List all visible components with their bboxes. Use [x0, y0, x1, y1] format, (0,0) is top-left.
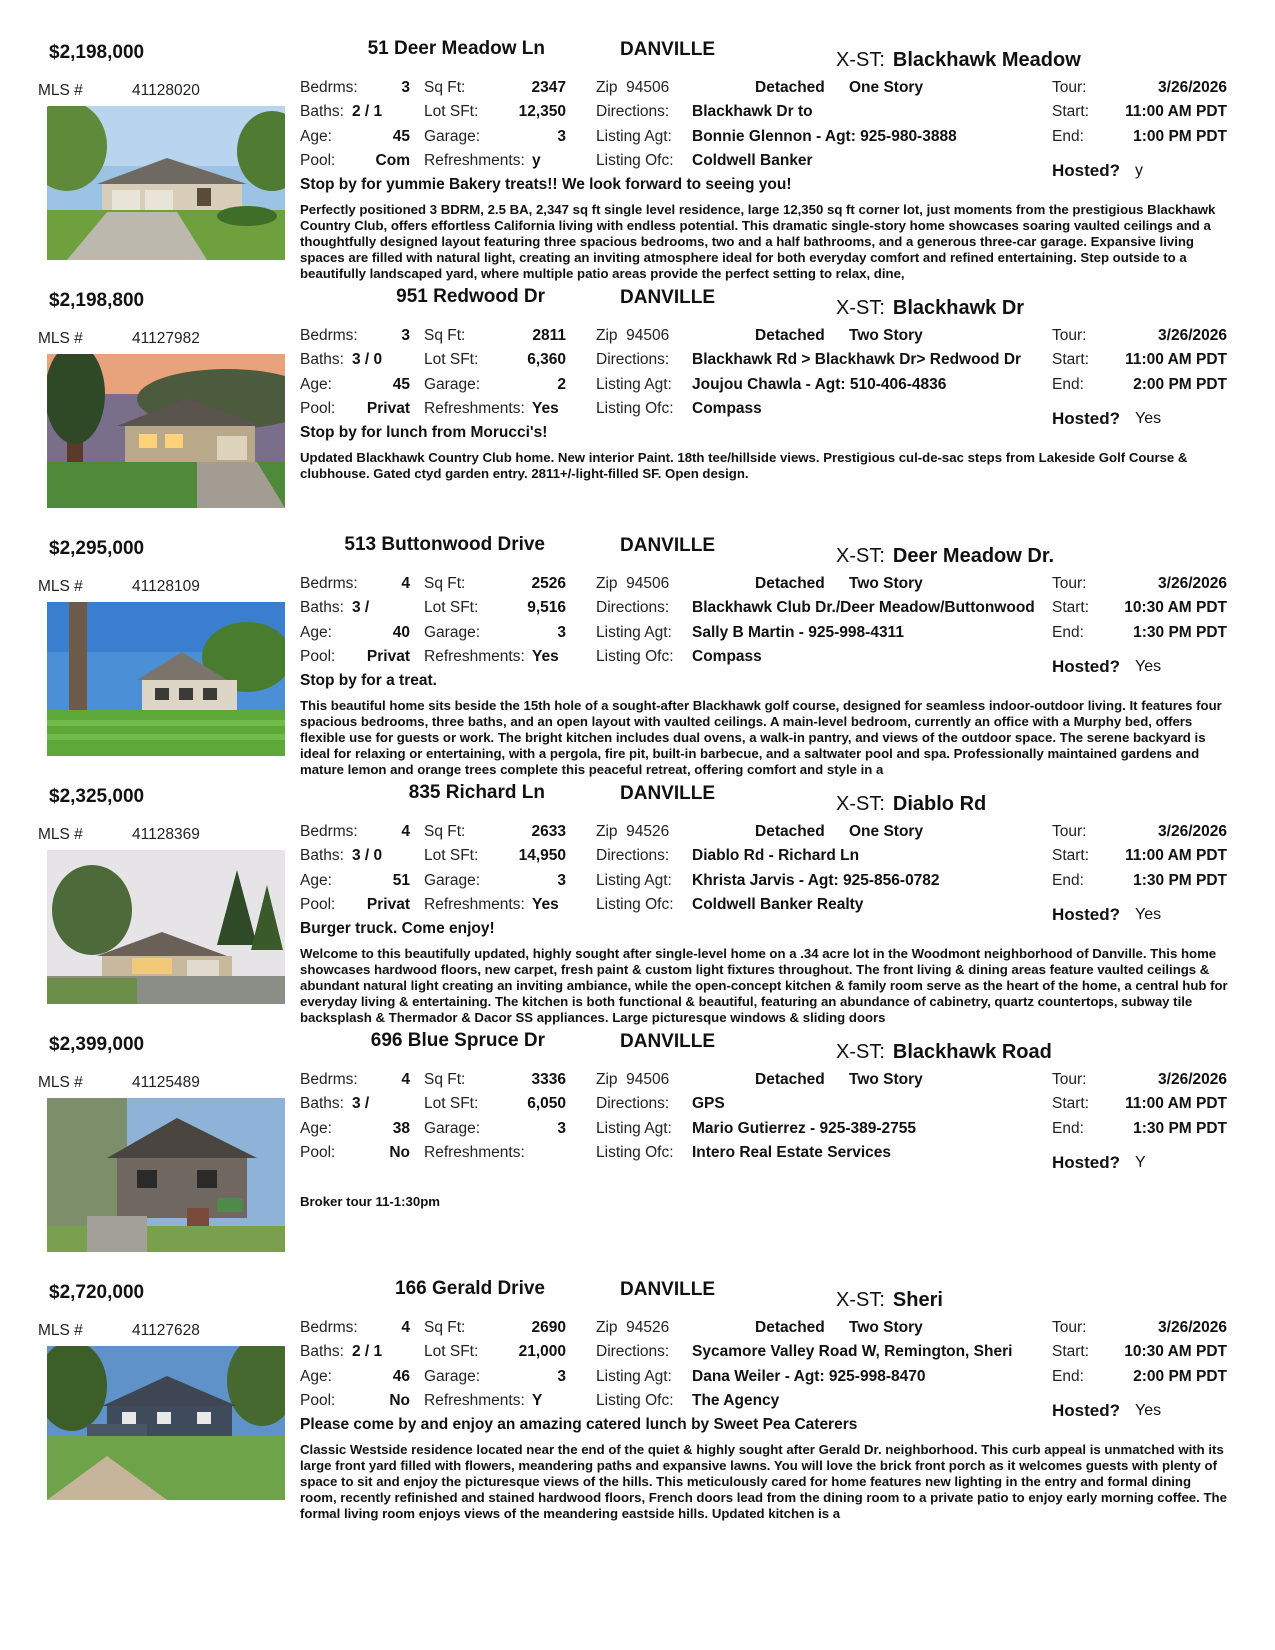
sqft-value: 2347 [531, 79, 566, 96]
age-value: 45 [392, 128, 410, 145]
lot-label: Lot SFt: [424, 351, 479, 368]
listing-description: Updated Blackhawk Country Club home. New interior Paint. 18th tee/hillside views. Prestigious cul-de-sac steps from Lakeside Golf Course & clubhouse. Gated ctyd garden entry. 2811+/-light-filled SF. Open design. [300, 450, 1188, 481]
office-value: Compass [692, 648, 762, 665]
property-stories: Two Story [849, 327, 923, 344]
directions-label: Directions: [596, 599, 670, 616]
listing-513-buttonwood-drive [0, 528, 1275, 790]
sqft-value: 3336 [531, 1071, 566, 1088]
office-label: Listing Ofc: [596, 1392, 674, 1409]
directions-label: Directions: [596, 1095, 670, 1112]
baths-value: 3 / [352, 1095, 370, 1112]
cross-street [836, 49, 1081, 72]
directions-value: GPS [692, 1095, 725, 1112]
garage-label: Garage: [424, 1120, 481, 1137]
bedrooms-label: Bedrms: [300, 327, 358, 344]
listing-city: DANVILLE [620, 287, 715, 308]
pool-value: Com [375, 152, 410, 169]
listing-note: Stop by for lunch from Morucci's! [300, 424, 548, 441]
mls-number[interactable]: 41127628 [132, 1322, 200, 1339]
refreshments-label: Refreshments: [424, 1144, 525, 1161]
garage-label: Garage: [424, 624, 481, 641]
hosted-value: Yes [1135, 658, 1162, 675]
start-time: 11:00 AM PDT [1125, 1095, 1227, 1112]
directions-label: Directions: [596, 351, 670, 368]
end-label: End: [1052, 1120, 1084, 1137]
bedrooms-label: Bedrms: [300, 1319, 358, 1336]
hosted-value: Yes [1135, 906, 1162, 923]
listing-address[interactable]: 951 Redwood Dr [396, 286, 545, 307]
refreshments-value: y [532, 152, 541, 169]
property-type: Detached [755, 823, 825, 840]
hosted-value: y [1135, 162, 1143, 179]
property-type: Detached [755, 1319, 825, 1336]
age-label: Age: [300, 128, 332, 145]
office-value: Intero Real Estate Services [692, 1144, 892, 1161]
hosted-label: Hosted? [1052, 409, 1120, 428]
tour-label: Tour: [1052, 575, 1087, 592]
cross-street-value: Sheri [892, 1289, 943, 1311]
zip-label [596, 327, 669, 345]
lot-label: Lot SFt: [424, 599, 479, 616]
office-value: Compass [692, 400, 762, 417]
mls-label: MLS # [38, 578, 83, 595]
tour-label: Tour: [1052, 1071, 1087, 1088]
refreshments-label: Refreshments: [424, 648, 525, 665]
directions-value: Blackhawk Rd > Blackhawk Dr> Redwood Dr [692, 351, 1022, 368]
garage-label: Garage: [424, 1368, 481, 1385]
bedrooms-label: Bedrms: [300, 1071, 358, 1088]
sqft-value: 2633 [531, 823, 566, 840]
cross-street-value: Diablo Rd [892, 793, 987, 815]
end-label: End: [1052, 128, 1084, 145]
bedrooms-label: Bedrms: [300, 79, 358, 96]
listing-photo[interactable] [47, 106, 285, 260]
sqft-label: Sq Ft: [424, 327, 466, 344]
listing-address[interactable]: 696 Blue Spruce Dr [370, 1030, 545, 1051]
baths-value: 2 / 1 [352, 1343, 383, 1360]
cross-street-label: X-ST: [836, 545, 885, 567]
age-label: Age: [300, 1120, 332, 1137]
listing-note: Stop by for a treat. [300, 672, 437, 689]
pool-label: Pool: [300, 648, 336, 665]
baths-label: Baths: [300, 1343, 344, 1360]
cross-street-label: X-ST: [836, 297, 885, 319]
garage-label: Garage: [424, 128, 481, 145]
house-photo-single-story [47, 106, 285, 260]
mls-number[interactable]: 41128020 [132, 82, 200, 99]
start-time: 11:00 AM PDT [1125, 103, 1227, 120]
listing-city: DANVILLE [620, 535, 715, 556]
listing-price: $2,198,800 [49, 290, 145, 311]
refreshments-label: Refreshments: [424, 152, 525, 169]
property-stories: Two Story [849, 1319, 923, 1336]
tour-label: Tour: [1052, 1319, 1087, 1336]
tour-date: 3/26/2026 [1158, 1071, 1227, 1088]
baths-value: 3 / 0 [352, 351, 383, 368]
baths-value: 2 / 1 [352, 103, 383, 120]
agent-value: Khrista Jarvis - Agt: 925-856-0782 [692, 872, 940, 889]
zip-label-text: Zip [596, 79, 618, 96]
sqft-label: Sq Ft: [424, 79, 466, 96]
mls-label: MLS # [38, 826, 83, 843]
listing-city: DANVILLE [620, 39, 715, 60]
lot-value: 21,000 [518, 1343, 566, 1360]
house-photo-ranch [47, 850, 285, 1004]
garage-value: 3 [557, 1368, 566, 1385]
garage-value: 3 [557, 872, 566, 889]
lot-value: 14,950 [518, 847, 566, 864]
bedrooms-label: Bedrms: [300, 575, 358, 592]
refreshments-value: Yes [532, 400, 559, 417]
sqft-value: 2811 [532, 327, 566, 344]
listing-address[interactable]: 513 Buttonwood Drive [344, 534, 545, 555]
garage-value: 2 [557, 376, 566, 393]
baths-value: 3 / 0 [352, 847, 383, 864]
directions-label: Directions: [596, 1343, 670, 1360]
tour-date: 3/26/2026 [1158, 1319, 1227, 1336]
mls-number[interactable]: 41127982 [132, 330, 200, 347]
office-label: Listing Ofc: [596, 400, 674, 417]
property-stories: Two Story [849, 1071, 923, 1088]
listing-price: $2,325,000 [49, 786, 145, 807]
hosted-label: Hosted? [1052, 905, 1120, 924]
office-value: Coldwell Banker [692, 152, 813, 169]
cross-street [836, 1289, 943, 1312]
agent-value: Dana Weiler - Agt: 925-998-8470 [692, 1368, 926, 1385]
listing-696-blue-spruce-dr [0, 1024, 1275, 1286]
office-value: Coldwell Banker Realty [692, 896, 864, 913]
agent-label: Listing Agt: [596, 1120, 672, 1137]
mls-number[interactable]: 41125489 [132, 1074, 200, 1091]
end-label: End: [1052, 624, 1084, 641]
house-photo-dusk [47, 354, 285, 508]
office-value: The Agency [692, 1392, 780, 1409]
listing-price: $2,399,000 [49, 1034, 145, 1055]
zip-label-text: Zip [596, 823, 618, 840]
sqft-value: 2690 [531, 1319, 566, 1336]
lot-value: 9,516 [527, 599, 566, 616]
listing-description: Classic Westside residence located near the end of the quiet & highly sought after Gerald Dr. neighborhood. This curb appeal is unmatched with its large front yard filled with flowers, meandering paths and expansive lawns. You will love the brick front porch as it welcomes guests with plenty of space to sit and enjoy the picturesque views of the hills. This meticulously cared for home features new lighting in the entry and formal dining room, recently refinished and stained hardwood floors, French doors lead from the dining room to a private patio to enjoy early morning coffee. The formal living room enjoys views of the meandering eastside hills. Updated kitchen is a [300, 1442, 1227, 1521]
listing-166-gerald-drive [0, 1272, 1275, 1534]
directions-label: Directions: [596, 103, 670, 120]
directions-value: Blackhawk Dr to [692, 103, 813, 120]
start-time: 10:30 AM PDT [1124, 599, 1227, 616]
directions-value: Diablo Rd - Richard Ln [692, 847, 860, 864]
end-time: 2:00 PM PDT [1133, 1368, 1227, 1385]
listing-note: Burger truck. Come enjoy! [300, 920, 495, 937]
tour-date: 3/26/2026 [1158, 575, 1227, 592]
agent-label: Listing Agt: [596, 376, 672, 393]
listing-951-redwood-dr [0, 280, 1275, 542]
property-type: Detached [755, 1071, 825, 1088]
agent-value: Joujou Chawla - Agt: 510-406-4836 [692, 376, 947, 393]
office-label: Listing Ofc: [596, 896, 674, 913]
pool-label: Pool: [300, 152, 336, 169]
zip-label [596, 79, 669, 97]
lot-label: Lot SFt: [424, 103, 479, 120]
bedrooms-value: 4 [401, 575, 410, 592]
tour-date: 3/26/2026 [1158, 327, 1227, 344]
cross-street [836, 545, 1054, 568]
pool-value: No [389, 1392, 410, 1409]
listing-description: Welcome to this beautifully updated, highly sought after single-level home on a .34 acre lot in the Woodmont neighborhood of Danville. This home showcases hardwood floors, new carpet, fresh paint & custom light fixtures throughout. The front living & dining areas feature vaulted ceilings & abundant natural light creating an inviting ambiance, while the open-concept kitchen & family room serve as the heart of the home, a central hub for everyday living & entertaining. The kitchen is both functional & beautiful, featuring an abundance of cabinetry, quartz countertops, subway tile backsplash & Thermador & Dacor SS appliances. Large picturesque windows & sliding doors [300, 946, 1228, 1025]
listing-photo[interactable] [47, 354, 285, 508]
start-label: Start: [1052, 1095, 1090, 1112]
office-label: Listing Ofc: [596, 1144, 674, 1161]
garage-value: 3 [557, 1120, 566, 1137]
garage-label: Garage: [424, 872, 481, 889]
sqft-label: Sq Ft: [424, 1071, 466, 1088]
start-time: 11:00 AM PDT [1125, 351, 1227, 368]
agent-value: Mario Gutierrez - 925-389-2755 [692, 1120, 916, 1137]
garage-value: 3 [557, 128, 566, 145]
zip-value: 94526 [626, 1319, 670, 1336]
listing-city: DANVILLE [620, 783, 715, 804]
listing-price: $2,720,000 [49, 1282, 145, 1303]
hosted-value: Yes [1135, 410, 1162, 427]
refreshments-value: Y [532, 1392, 543, 1409]
listing-price: $2,295,000 [49, 538, 145, 559]
lot-value: 6,360 [527, 351, 566, 368]
tour-date: 3/26/2026 [1158, 823, 1227, 840]
baths-label: Baths: [300, 351, 344, 368]
agent-label: Listing Agt: [596, 128, 672, 145]
start-time: 10:30 AM PDT [1124, 1343, 1227, 1360]
lot-label: Lot SFt: [424, 1343, 479, 1360]
house-photo-westside [47, 1346, 285, 1500]
bedrooms-label: Bedrms: [300, 823, 358, 840]
zip-value: 94506 [626, 1071, 670, 1088]
pool-label: Pool: [300, 896, 336, 913]
listing-description: Broker tour 11-1:30pm [300, 1194, 440, 1209]
cross-street-value: Blackhawk Dr [892, 297, 1025, 319]
listing-description: Perfectly positioned 3 BDRM, 2.5 BA, 2,347 sq ft single level residence, large 12,350 sq ft corner lot, just moments from the prestigious Blackhawk Country Club, offers effortless California living with endless potential. This dramatic single-story home showcases soaring vaulted ceilings and a thoughtfully designed layout featuring three spacious bedrooms, two and a half bathrooms, and a generous three-car garage. Expansive living spaces are filled with natural light, creating an inviting atmosphere ideal for both everyday comfort and refined entertaining. Step outside to a beautifully landscaped yard, where multiple patio areas provide the perfect setting to relax, dine, [300, 202, 1216, 281]
sqft-label: Sq Ft: [424, 1319, 466, 1336]
zip-label [596, 575, 669, 593]
hosted-label: Hosted? [1052, 161, 1120, 180]
hosted-label: Hosted? [1052, 1401, 1120, 1420]
pool-label: Pool: [300, 400, 336, 417]
cross-street-value: Deer Meadow Dr. [892, 545, 1055, 567]
start-label: Start: [1052, 351, 1090, 368]
refreshments-value: Yes [532, 648, 559, 665]
end-time: 1:00 PM PDT [1133, 128, 1227, 145]
cross-street [836, 1041, 1052, 1064]
cross-street-label: X-ST: [836, 1289, 885, 1311]
zip-label [596, 823, 669, 841]
hosted-label: Hosted? [1052, 1153, 1120, 1172]
pool-label: Pool: [300, 1392, 336, 1409]
age-label: Age: [300, 624, 332, 641]
bedrooms-value: 4 [401, 1071, 410, 1088]
sqft-label: Sq Ft: [424, 823, 466, 840]
age-value: 46 [392, 1368, 410, 1385]
zip-label-text: Zip [596, 1071, 618, 1088]
age-value: 40 [392, 624, 410, 641]
start-label: Start: [1052, 599, 1090, 616]
listing-photo[interactable] [47, 602, 285, 756]
zip-value: 94506 [626, 575, 670, 592]
directions-label: Directions: [596, 847, 670, 864]
listing-photo[interactable] [47, 1098, 285, 1252]
property-stories: Two Story [849, 575, 923, 592]
end-time: 1:30 PM PDT [1133, 872, 1227, 889]
baths-value: 3 / [352, 599, 370, 616]
end-label: End: [1052, 376, 1084, 393]
office-label: Listing Ofc: [596, 152, 674, 169]
end-label: End: [1052, 1368, 1084, 1385]
mls-number[interactable]: 41128369 [132, 826, 200, 843]
baths-label: Baths: [300, 847, 344, 864]
lot-label: Lot SFt: [424, 847, 479, 864]
baths-label: Baths: [300, 1095, 344, 1112]
cross-street-label: X-ST: [836, 793, 885, 815]
hosted-value: Y [1135, 1154, 1146, 1171]
zip-label-text: Zip [596, 327, 618, 344]
cross-street-label: X-ST: [836, 1041, 885, 1063]
age-label: Age: [300, 1368, 332, 1385]
mls-label: MLS # [38, 1322, 83, 1339]
cross-street [836, 793, 986, 816]
office-label: Listing Ofc: [596, 648, 674, 665]
cross-street [836, 297, 1024, 320]
age-label: Age: [300, 376, 332, 393]
tour-label: Tour: [1052, 823, 1087, 840]
refreshments-value: Yes [532, 896, 559, 913]
bedrooms-value: 3 [401, 327, 410, 344]
cross-street-label: X-ST: [836, 49, 885, 71]
property-type: Detached [755, 327, 825, 344]
zip-value: 94526 [626, 823, 670, 840]
baths-label: Baths: [300, 599, 344, 616]
property-stories: One Story [849, 823, 924, 840]
pool-value: Privat [366, 400, 410, 417]
agent-label: Listing Agt: [596, 624, 672, 641]
listing-address[interactable]: 166 Gerald Drive [395, 1278, 545, 1299]
age-value: 51 [392, 872, 410, 889]
pool-value: Privat [366, 648, 410, 665]
refreshments-label: Refreshments: [424, 896, 525, 913]
sqft-label: Sq Ft: [424, 575, 466, 592]
start-label: Start: [1052, 847, 1090, 864]
directions-value: Sycamore Valley Road W, Remington, Sheri [692, 1343, 1013, 1360]
cross-street-value: Blackhawk Meadow [892, 49, 1081, 71]
tour-label: Tour: [1052, 327, 1087, 344]
property-type: Detached [755, 79, 825, 96]
pool-label: Pool: [300, 1144, 336, 1161]
property-type: Detached [755, 575, 825, 592]
listing-address[interactable]: 51 Deer Meadow Ln [367, 38, 545, 59]
garage-label: Garage: [424, 376, 481, 393]
listing-photo[interactable] [47, 850, 285, 1004]
tour-label: Tour: [1052, 79, 1087, 96]
bedrooms-value: 4 [401, 1319, 410, 1336]
start-label: Start: [1052, 103, 1090, 120]
cross-street-value: Blackhawk Road [892, 1041, 1052, 1063]
pool-value: Privat [366, 896, 410, 913]
hosted-value: Yes [1135, 1402, 1162, 1419]
listing-description: This beautiful home sits beside the 15th hole of a sought-after Blackhawk golf course, designed for seamless indoor-outdoor living. It features four spacious bedrooms, three baths, and an open layout with vaulted ceilings. A main-level bedroom, currently an office with a Murphy bed, offers flexible use for guests or work. The bright kitchen includes dual ovens, a walk-in pantry, and views of the outdoor space. The serene backyard is ideal for relaxing or entertaining, with a pergola, fire pit, built-in barbecue, and a saltwater pool and spa. Professionally maintained gardens and mature lemon and orange trees complete this peaceful retreat, offering comfort and style in a [300, 698, 1222, 777]
age-label: Age: [300, 872, 332, 889]
house-photo-golf-lawn [47, 602, 285, 756]
end-label: End: [1052, 872, 1084, 889]
agent-value: Bonnie Glennon - Agt: 925-980-3888 [692, 128, 957, 145]
listing-51-deer-meadow-ln [0, 32, 1275, 294]
lot-value: 12,350 [518, 103, 566, 120]
listing-address[interactable]: 835 Richard Ln [408, 782, 545, 803]
age-value: 45 [392, 376, 410, 393]
refreshments-label: Refreshments: [424, 1392, 525, 1409]
bedrooms-value: 3 [401, 79, 410, 96]
zip-label [596, 1071, 669, 1089]
end-time: 1:30 PM PDT [1133, 1120, 1227, 1137]
end-time: 1:30 PM PDT [1133, 624, 1227, 641]
bedrooms-value: 4 [401, 823, 410, 840]
baths-label: Baths: [300, 103, 344, 120]
listing-note: Stop by for yummie Bakery treats!! We look forward to seeing you! [300, 176, 792, 193]
agent-label: Listing Agt: [596, 872, 672, 889]
mls-label: MLS # [38, 1074, 83, 1091]
refreshments-label: Refreshments: [424, 400, 525, 417]
property-stories: One Story [849, 79, 924, 96]
mls-label: MLS # [38, 330, 83, 347]
zip-value: 94506 [626, 79, 670, 96]
sqft-value: 2526 [531, 575, 566, 592]
lot-value: 6,050 [527, 1095, 566, 1112]
zip-label-text: Zip [596, 575, 618, 592]
listing-price: $2,198,000 [49, 42, 145, 63]
agent-value: Sally B Martin - 925-998-4311 [692, 624, 904, 641]
pool-value: No [389, 1144, 410, 1161]
garage-value: 3 [557, 624, 566, 641]
directions-value: Blackhawk Club Dr./Deer Meadow/Buttonwood [692, 599, 1035, 616]
start-time: 11:00 AM PDT [1125, 847, 1227, 864]
start-label: Start: [1052, 1343, 1090, 1360]
listing-photo[interactable] [47, 1346, 285, 1500]
lot-label: Lot SFt: [424, 1095, 479, 1112]
end-time: 2:00 PM PDT [1133, 376, 1227, 393]
listing-city: DANVILLE [620, 1031, 715, 1052]
mls-label: MLS # [38, 82, 83, 99]
agent-label: Listing Agt: [596, 1368, 672, 1385]
listing-835-richard-ln [0, 776, 1275, 1038]
tour-date: 3/26/2026 [1158, 79, 1227, 96]
house-photo-brick [47, 1098, 285, 1252]
listing-city: DANVILLE [620, 1279, 715, 1300]
age-value: 38 [392, 1120, 410, 1137]
mls-number[interactable]: 41128109 [132, 578, 200, 595]
zip-label [596, 1319, 669, 1337]
listing-note: Please come by and enjoy an amazing catered lunch by Sweet Pea Caterers [300, 1416, 858, 1433]
zip-label-text: Zip [596, 1319, 618, 1336]
hosted-label: Hosted? [1052, 657, 1120, 676]
zip-value: 94506 [626, 327, 670, 344]
